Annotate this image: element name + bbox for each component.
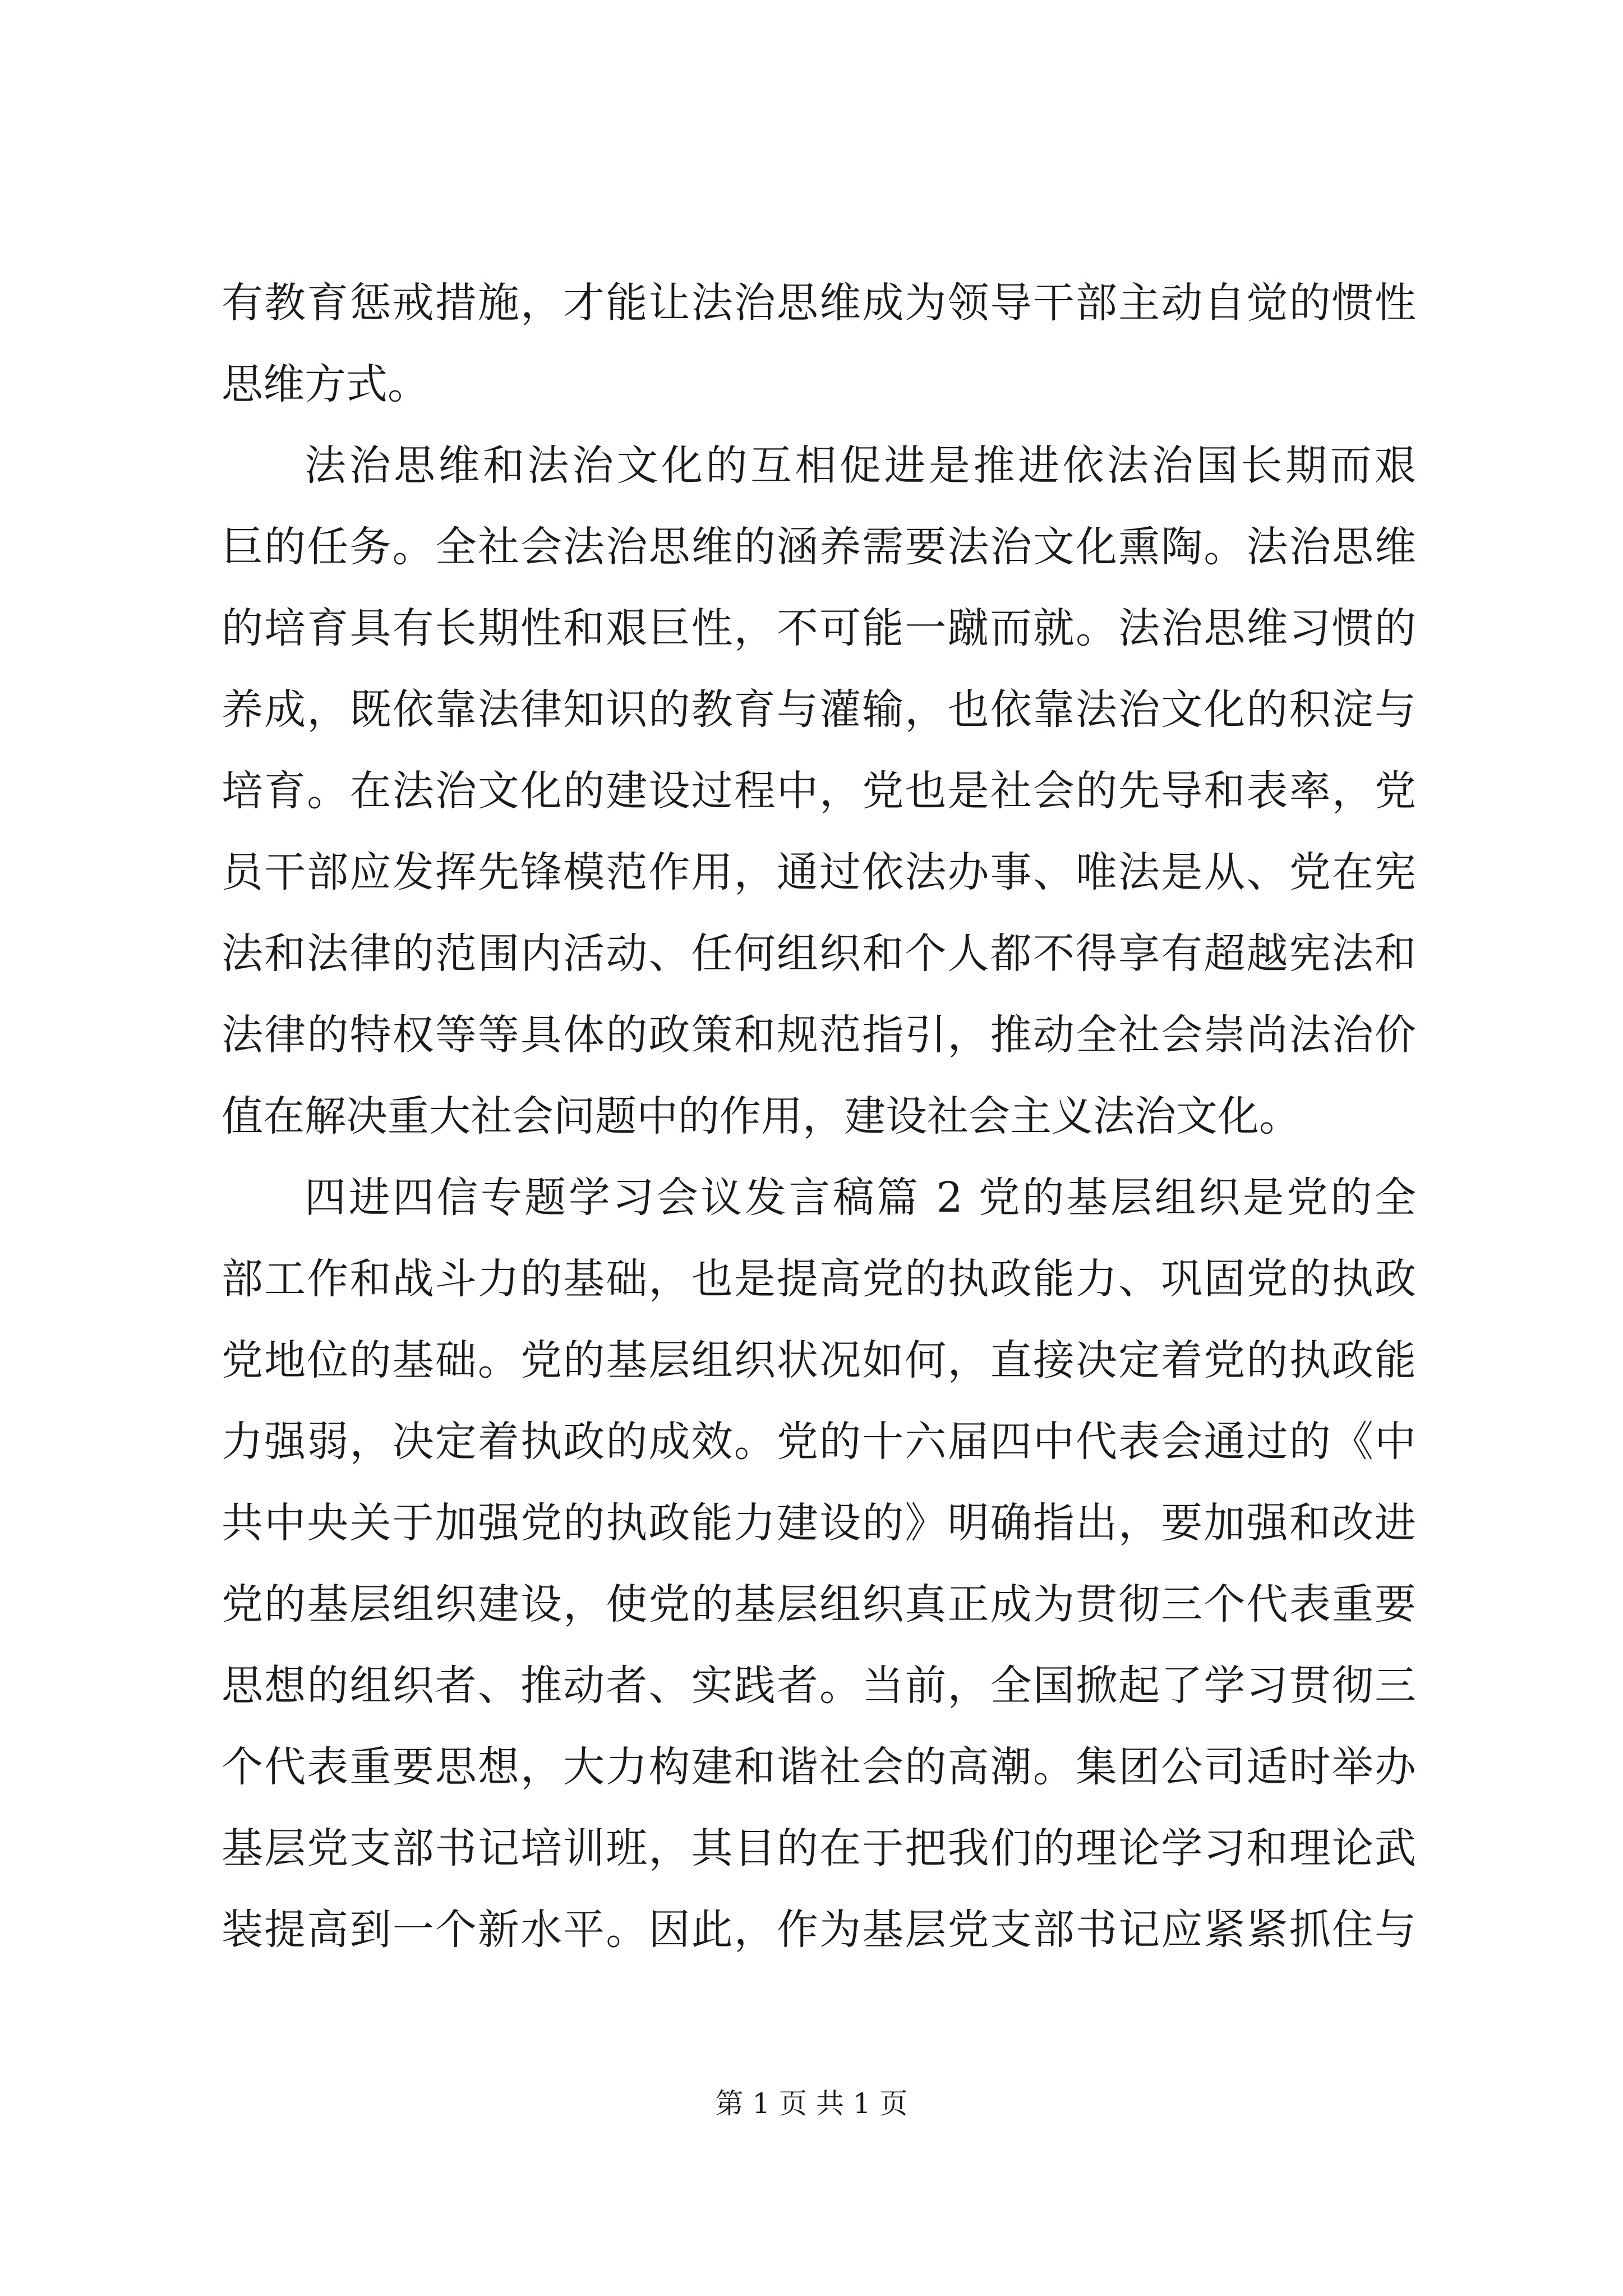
text-line: 值在解决重大社会问题中的作用，建设社会主义法治文化。 xyxy=(222,1092,1301,1140)
text-line: 有教育惩戒措施，才能让法治思维成为领导干部主动自觉的惯性 xyxy=(222,279,1416,327)
text-line: 装提高到一个新水平。因此，作为基层党支部书记应紧紧抓住与 xyxy=(222,1906,1416,1954)
text-line: 员干部应发挥先锋模范作用，通过依法办事、唯法是从、党在宪 xyxy=(222,848,1416,896)
document-body xyxy=(222,263,1416,1971)
text-line: 个代表重要思想，大力构建和谐社会的高潮。集团公司适时举办 xyxy=(222,1743,1416,1791)
text-line: 党的基层组织建设，使党的基层组织真正成为贯彻三个代表重要 xyxy=(222,1580,1416,1628)
text-line: 部工作和战斗力的基础，也是提高党的执政能力、巩固党的执政 xyxy=(222,1255,1416,1303)
text-line: 思想的组织者、推动者、实践者。当前，全国掀起了学习贯彻三 xyxy=(222,1662,1416,1710)
text-line: 法和法律的范围内活动、任何组织和个人都不得享有超越宪法和 xyxy=(222,930,1416,978)
text-line: 党地位的基础。党的基层组织状况如何，直接决定着党的执政能 xyxy=(222,1336,1416,1384)
text-line: 养成，既依靠法律知识的教育与灌输，也依靠法治文化的积淀与 xyxy=(222,685,1416,734)
text-line: 共中央关于加强党的执政能力建设的》明确指出，要加强和改进 xyxy=(222,1499,1416,1547)
text-line: 思维方式。 xyxy=(222,360,429,408)
text-line: 法律的特权等等具体的政策和规范指引，推动全社会崇尚法治价 xyxy=(222,1011,1416,1059)
text-line: 的培育具有长期性和艰巨性，不可能一蹴而就。法治思维习惯的 xyxy=(222,604,1416,652)
paragraph-first-line: 四进四信专题学习会议发言稿篇 2 党的基层组织是党的全 xyxy=(305,1174,1416,1222)
paragraph-first-line: 法治思维和法治文化的互相促进是推进依法治国长期而艰 xyxy=(305,441,1416,490)
text-line: 力强弱，决定着执政的成效。党的十六届四中代表会通过的《中 xyxy=(222,1418,1416,1466)
text-line: 培育。在法治文化的建设过程中，党也是社会的先导和表率，党 xyxy=(222,767,1416,815)
text-line: 巨的任务。全社会法治思维的涵养需要法治文化熏陶。法治思维 xyxy=(222,523,1416,571)
text-line: 基层党支部书记培训班，其目的在于把我们的理论学习和理论武 xyxy=(222,1824,1416,1872)
page-footer: 第 1 页 共 1 页 xyxy=(715,2087,908,2120)
